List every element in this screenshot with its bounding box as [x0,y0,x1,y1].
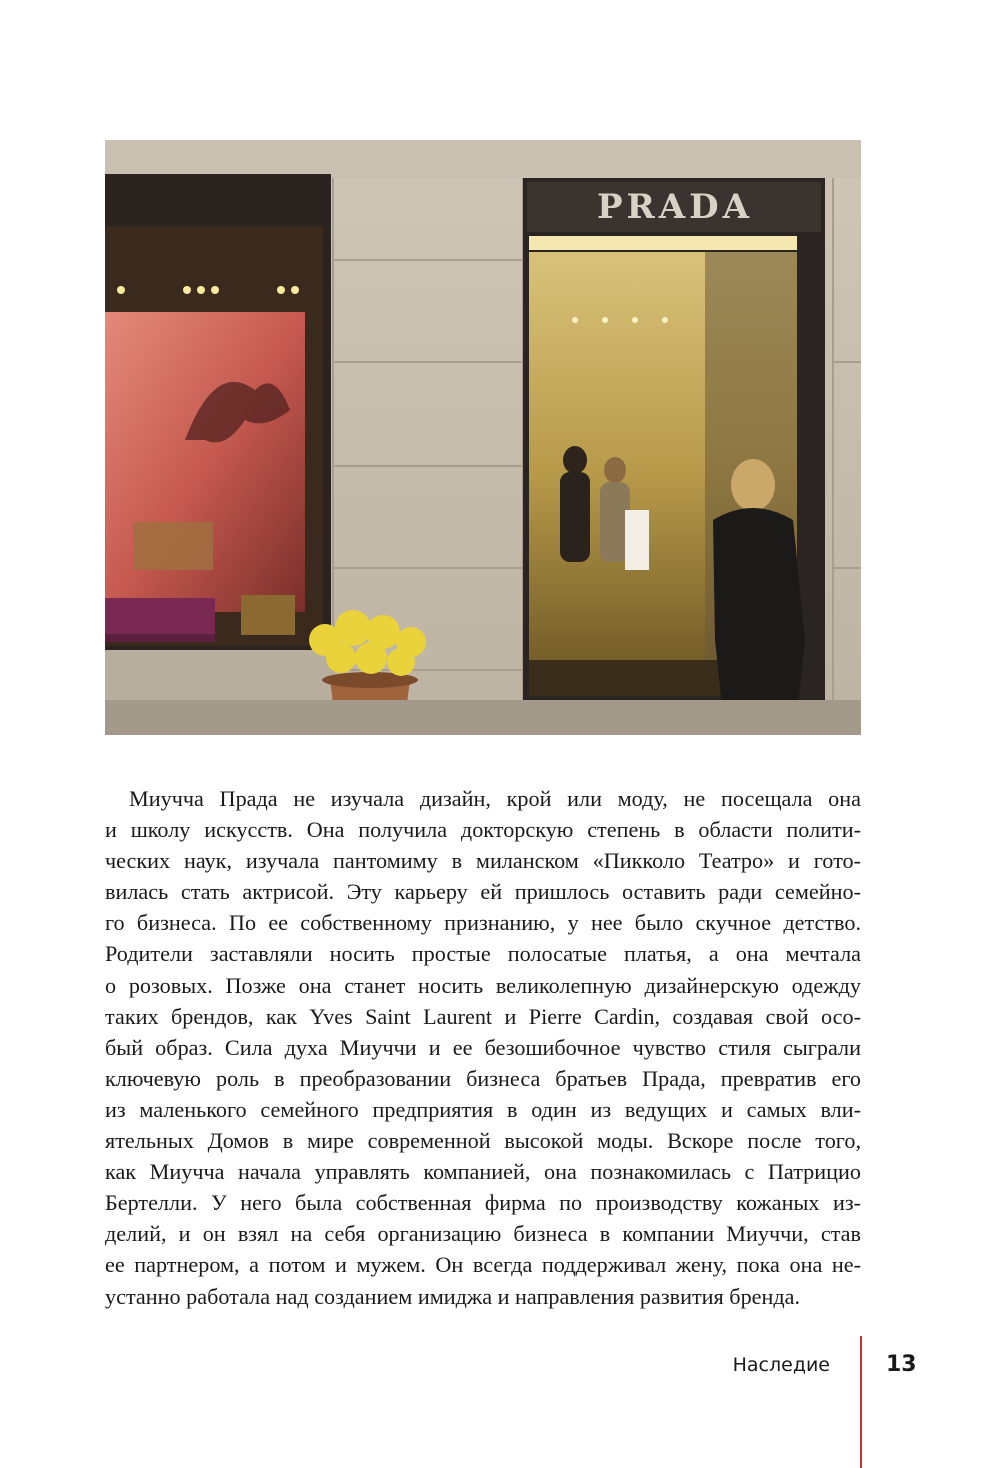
paragraph-line: ческих наук, изучала пантомиму в миланском «Пикколо Театро» и гото- [105,848,861,874]
paragraph-line: таких брендов, как Yves Saint Laurent и Pierre Cardin, создавая свой осо- [105,1003,861,1029]
paragraph-line: и школу искусств. Она получила докторскую степень в области полити- [105,817,861,843]
storefront-photo [105,140,861,735]
paragraph-line: о розовых. Позже она станет носить великолепную дизайнерскую одежду [105,972,861,998]
paragraph-line: ключевую роль в преобразовании бизнеса братьев Прада, превратив его [105,1065,861,1091]
paragraph-line: как Миучча начала управлять компанией, она познакомилась с Патрицио [105,1159,861,1185]
paragraph-line: из маленького семейного предприятия в один из ведущих и самых вли- [105,1096,861,1122]
main-paragraph [105,783,861,1312]
paragraph-line: го бизнеса. По ее собственному признанию, у нее было скучное детство. [105,910,861,936]
paragraph-line: вилась стать актрисой. Эту карьеру ей пришлось оставить ради семейно- [105,879,861,905]
paragraph-line: ятельных Домов в мире современной высокой моды. Вскоре после того, [105,1128,861,1154]
paragraph-line: ее партнером, а потом и мужем. Он всегда поддерживал жену, пока она не- [105,1252,861,1278]
paragraph-line: Бертелли. У него была собственная фирма по производству кожаных из- [105,1190,861,1216]
paragraph-line: устанно работала над созданием имиджа и направления развития бренда. [105,1283,801,1309]
paragraph-line: делий, и он взял на себя организацию бизнеса в компании Миуччи, став [105,1221,861,1247]
prada-sign: PRADA [596,187,754,227]
footer-divider-rule [860,1336,862,1468]
paragraph-line: Родители заставляли носить простые полосатые платья, а она мечтала [105,941,861,967]
page-number: 13 [886,1352,917,1377]
paragraph-line: Миучча Прада не изучала дизайн, крой или моду, не посещала она [129,786,861,811]
running-footer-section-title: Наследие [732,1354,830,1376]
paragraph-line: бый образ. Сила духа Миуччи и ее безошибочное чувство стиля сыграли [105,1034,861,1060]
